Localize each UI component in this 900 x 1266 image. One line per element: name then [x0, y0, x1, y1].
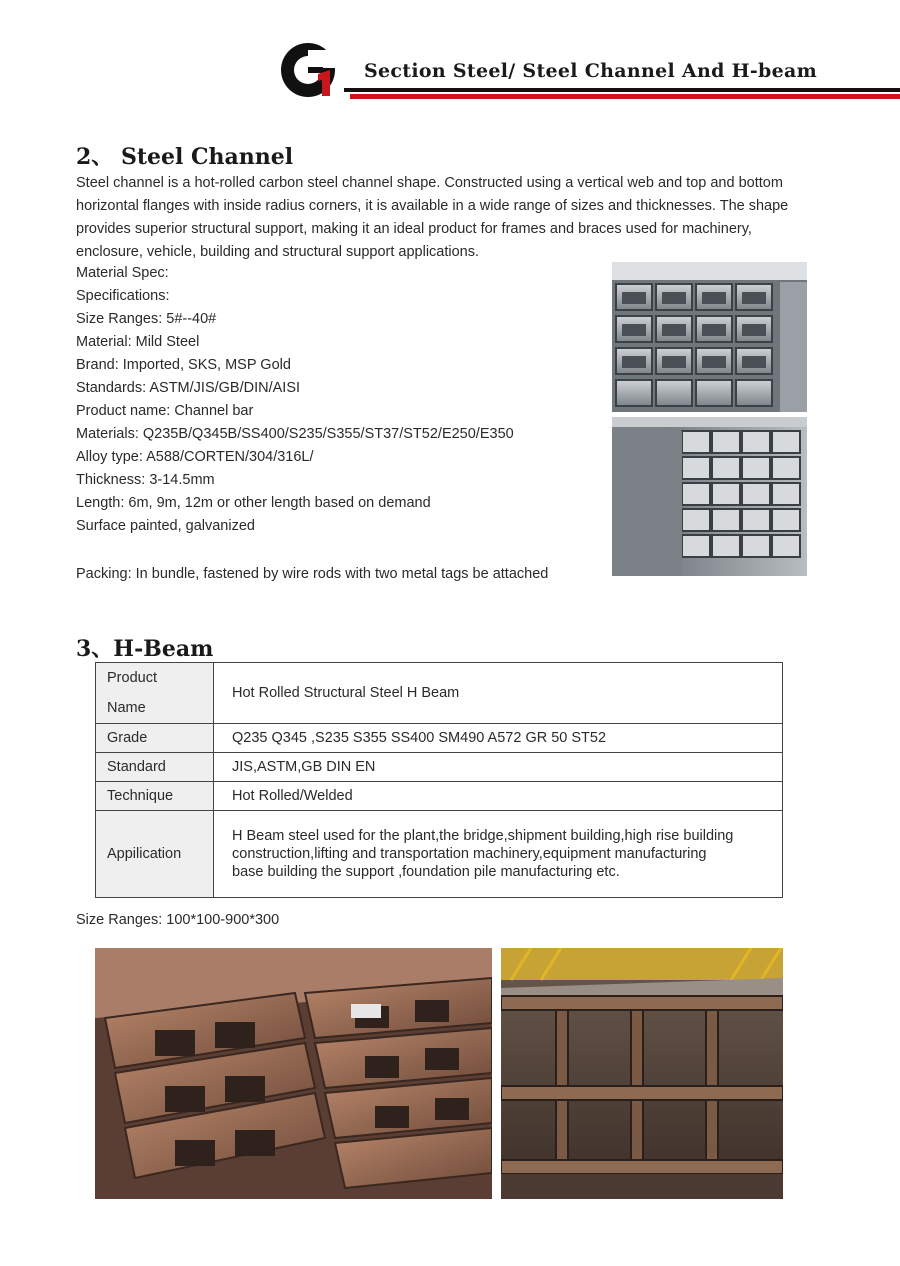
table-value: JIS,ASTM,GB DIN EN — [214, 753, 783, 782]
spec-item: Material Spec: — [76, 265, 169, 281]
spec-item: Specifications: — [76, 288, 170, 304]
spec-item: Brand: Imported, SKS, MSP Gold — [76, 357, 291, 373]
table-label: Standard — [96, 753, 214, 782]
channel-heading: 2、 Steel Channel — [76, 144, 294, 170]
spec-item: Materials: Q235B/Q345B/SS400/S235/S355/ST37/ST52/E250/E350 — [76, 426, 514, 442]
spec-item: Surface painted, galvanized — [76, 518, 255, 534]
value-line: construction,lifting and transportation machinery,equipment manufacturing — [232, 846, 707, 862]
hbeam-photo-left — [95, 948, 492, 1199]
spec-item: Product name: Channel bar — [76, 403, 254, 419]
label-line: Product — [107, 670, 157, 686]
spec-item: Alloy type: A588/CORTEN/304/316L/ — [76, 449, 314, 465]
header-rule-red — [350, 94, 900, 99]
hbeam-size-ranges: Size Ranges: 100*100-900*300 — [76, 912, 280, 928]
channel-description: Steel channel is a hot-rolled carbon steel channel shape. Constructed using a vertical web and top and bottom horizontal flanges with inside radius corners, it is available in a wide range of sizes and thicknesses. The shape provides superior structural support, making it an ideal product for frames and braces used for machinery, enclosure, vehicle, building and structural support applications. — [76, 175, 789, 260]
hbeam-spec-table — [95, 662, 783, 898]
company-logo — [278, 40, 338, 100]
channel-photo-bottom — [612, 417, 807, 576]
table-row — [96, 811, 783, 898]
spec-item: Material: Mild Steel — [76, 334, 200, 350]
table-label — [96, 663, 214, 724]
header-rule-black — [344, 88, 900, 92]
table-row — [96, 663, 783, 724]
table-row — [96, 724, 783, 753]
channel-photo-top — [612, 262, 807, 412]
channel-spec-list — [76, 262, 616, 538]
table-label: Appilication — [96, 811, 214, 898]
table-row — [96, 782, 783, 811]
hbeam-photo-right — [501, 948, 783, 1199]
table-value — [214, 811, 783, 898]
table-value: Hot Rolled/Welded — [214, 782, 783, 811]
spec-item: Length: 6m, 9m, 12m or other length based on demand — [76, 495, 431, 511]
table-value: Hot Rolled Structural Steel H Beam — [214, 663, 783, 724]
value-line: base building the support ,foundation pile manufacturing etc. — [232, 864, 620, 880]
value-line: H Beam steel used for the plant,the bridge,shipment building,high rise building — [232, 828, 734, 844]
spec-item: Standards: ASTM/JIS/GB/DIN/AISI — [76, 380, 301, 396]
table-value: Q235 Q345 ,S235 S355 SS400 SM490 A572 GR 50 ST52 — [214, 724, 783, 753]
table-label: Technique — [96, 782, 214, 811]
table-label: Grade — [96, 724, 214, 753]
table-row — [96, 753, 783, 782]
spec-item: Size Ranges: 5#--40# — [76, 311, 217, 327]
hbeam-heading: 3、H-Beam — [76, 636, 214, 662]
spec-item: Thickness: 3-14.5mm — [76, 472, 215, 488]
label-line: Name — [107, 700, 146, 716]
channel-packing: Packing: In bundle, fastened by wire rods with two metal tags be attached — [76, 566, 549, 582]
header-title: Section Steel/ Steel Channel And H-beam — [364, 60, 818, 82]
